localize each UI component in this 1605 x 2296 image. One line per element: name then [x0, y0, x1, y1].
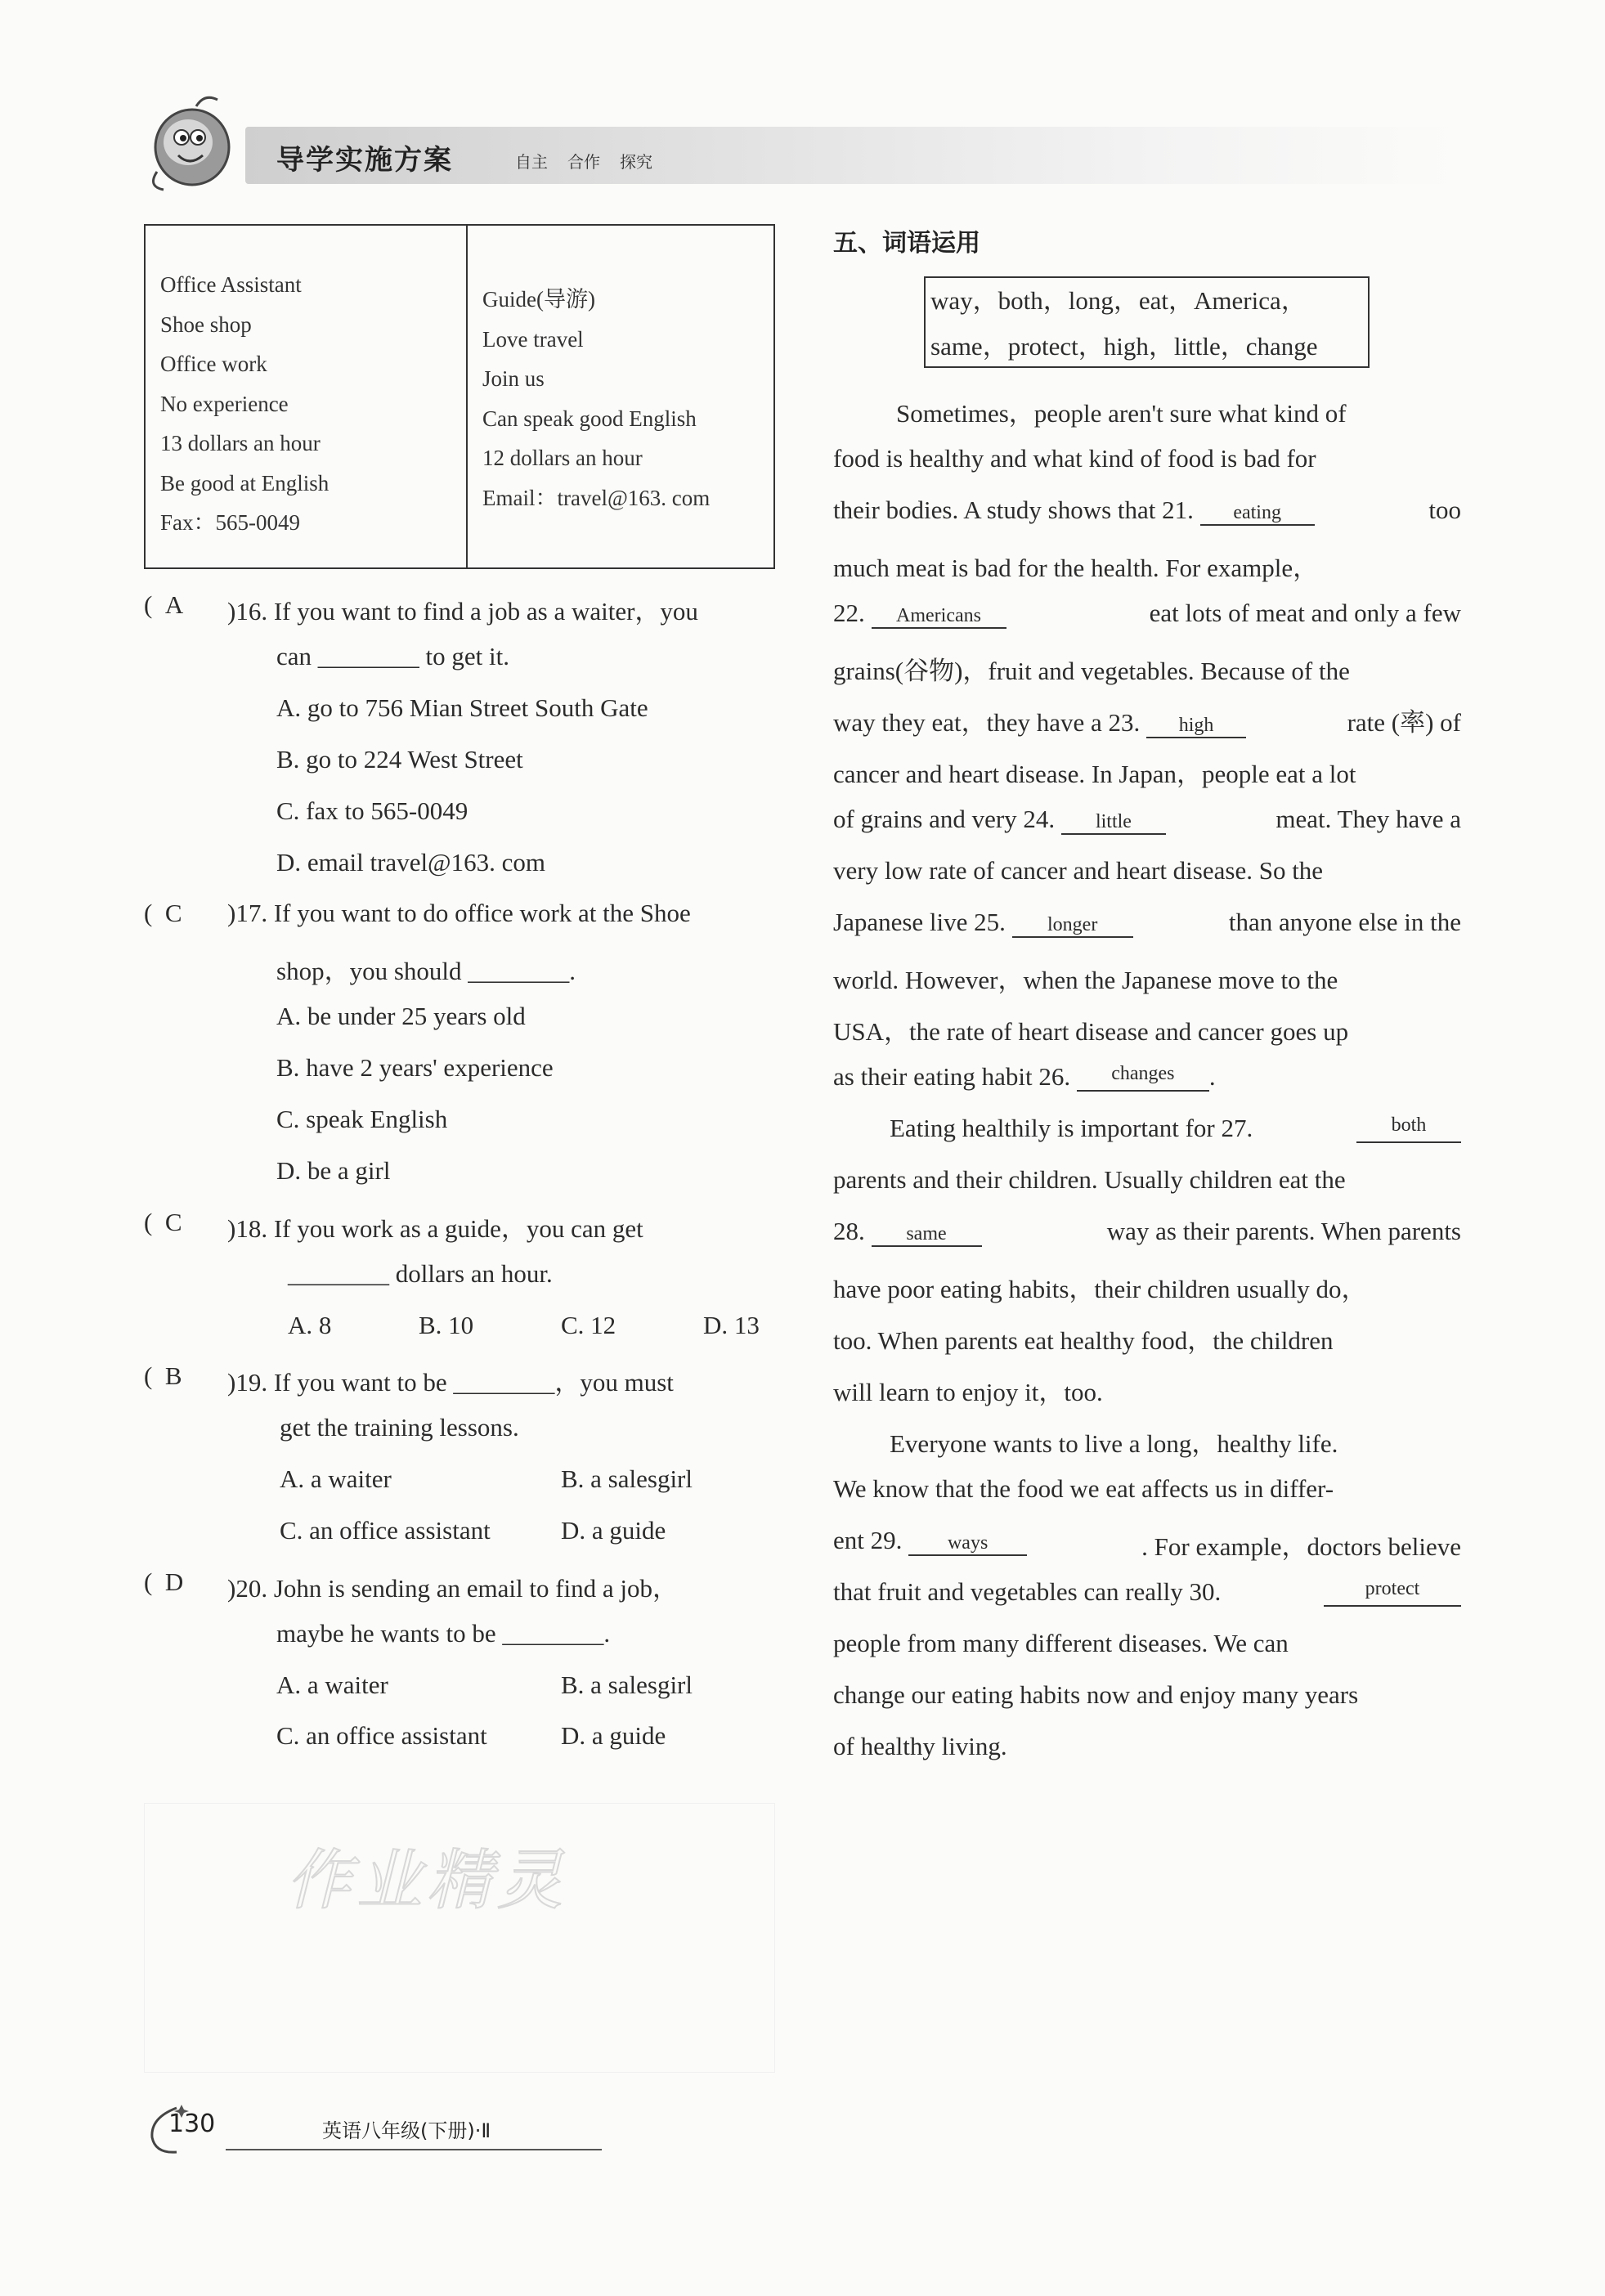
passage-line	[833, 1217, 1461, 1247]
passage-text: too. When parents eat healthy food，the children	[833, 1326, 1334, 1355]
word-bank	[924, 276, 1370, 368]
ad-right-line: Guide(导游)	[482, 287, 595, 312]
passage-line	[833, 702, 1461, 738]
question-text: )19. If you want to be ________，you must	[227, 1368, 674, 1397]
question-text: get the training lessons.	[280, 1413, 519, 1442]
passage-line	[833, 650, 1461, 687]
option: A. go to 756 Mian Street South Gate	[276, 693, 648, 722]
option: D. a guide	[561, 1721, 666, 1750]
answer-letter: C	[164, 1208, 182, 1236]
passage-line	[833, 805, 1461, 835]
passage-line	[833, 1680, 1461, 1710]
passage-text: way as their parents. When parents	[1106, 1217, 1461, 1245]
passage-text: . For example，doctors believe	[1141, 1532, 1461, 1561]
header-sub-3: 探究	[620, 152, 652, 172]
option: B. a salesgirl	[561, 1670, 693, 1699]
header-sub-2: 合作	[567, 152, 600, 172]
passage-line	[833, 959, 1461, 996]
passage-text: world. However，when the Japanese move to the	[833, 966, 1338, 994]
passage-text: than anyone else in the	[1228, 908, 1461, 936]
passage-line	[833, 599, 1461, 629]
passage-line	[833, 547, 1461, 584]
blank-30: protect	[1324, 1577, 1461, 1607]
passage-text: that fruit and vegetables can really 30.	[833, 1577, 1222, 1606]
ad-left-line: Office work	[160, 352, 267, 376]
passage-text: of healthy living.	[833, 1732, 1007, 1760]
ad-left-line: No experience	[160, 391, 289, 416]
ad-right-line: Email：travel@163. com	[482, 485, 711, 510]
question-text: maybe he wants to be ________.	[276, 1619, 611, 1648]
passage-line	[833, 1526, 1461, 1563]
passage-line	[833, 1011, 1461, 1047]
ad-right-line: Love travel	[482, 326, 584, 352]
question-text: shop，you should ________.	[276, 957, 576, 985]
option: A. 8	[288, 1311, 332, 1339]
passage-line	[890, 1423, 1461, 1460]
answer-bracket: ( C	[144, 899, 182, 927]
question-text: can ________ to get it.	[276, 642, 509, 670]
passage-line	[833, 496, 1461, 526]
question-text: )18. If you work as a guide，you can get	[227, 1214, 643, 1243]
passage-text: meat. They have a	[1275, 805, 1461, 833]
passage-text: their bodies. A study shows that 21.	[833, 496, 1194, 524]
passage-line	[833, 753, 1461, 790]
passage-text: Everyone wants to live a long，healthy life.	[890, 1429, 1338, 1458]
passage-line	[890, 1114, 1461, 1143]
question-text: )20. John is sending an email to find a job，	[227, 1574, 679, 1603]
passage-line	[833, 856, 1461, 886]
option: C. an office assistant	[280, 1516, 491, 1545]
blank-22: Americans	[872, 604, 1006, 629]
option: C. 12	[561, 1311, 616, 1339]
ad-right-line: 12 dollars an hour	[482, 446, 643, 470]
passage-text: grains(谷物)，fruit and vegetables. Because of the	[833, 657, 1350, 685]
option: A. a waiter	[280, 1464, 392, 1493]
passage-text: much meat is bad for the health. For example，	[833, 554, 1319, 582]
passage-line	[833, 908, 1461, 938]
footer-divider	[226, 2149, 602, 2150]
answer-letter: B	[164, 1361, 182, 1390]
option: C. an office assistant	[276, 1721, 487, 1750]
ad-left-line: Be good at English	[160, 470, 330, 496]
ad-right-line: Join us	[482, 366, 545, 391]
ad-left-line: 13 dollars an hour	[160, 431, 321, 455]
answer-letter: A	[164, 590, 184, 619]
passage-line	[833, 444, 1461, 473]
passage-text: Sometimes，people aren't sure what kind of	[896, 399, 1347, 428]
option: D. a guide	[561, 1516, 666, 1545]
passage-line	[833, 1371, 1461, 1408]
page-footer	[144, 2101, 602, 2159]
passage-text: cancer and heart disease. In Japan，people eat a lot	[833, 760, 1356, 788]
blank-28: same	[872, 1222, 982, 1247]
passage-line	[833, 1577, 1461, 1607]
passage-text: ent 29.	[833, 1526, 903, 1554]
answer-bracket: ( C	[144, 1208, 182, 1236]
passage-text: parents and their children. Usually children eat the	[833, 1165, 1346, 1194]
header-subtitle	[515, 149, 672, 173]
answer-bracket: ( A	[144, 590, 184, 619]
passage-text: rate (率) of	[1347, 708, 1461, 737]
ad-guide	[468, 226, 773, 567]
option: A. a waiter	[276, 1670, 388, 1699]
passage-text: Eating healthily is important for 27.	[890, 1114, 1253, 1142]
passage-text: way they eat，they have a 23.	[833, 708, 1141, 737]
blank-24: little	[1061, 810, 1166, 835]
question-text: )16. If you want to find a job as a waiter，you	[227, 597, 698, 626]
passage-text: 22.	[833, 599, 865, 627]
passage-text: as their eating habit 26.	[833, 1062, 1071, 1091]
option: C. speak English	[276, 1105, 448, 1133]
answer-bracket: ( D	[144, 1567, 184, 1596]
ad-left-line: Fax：565-0049	[160, 510, 300, 535]
mascot-icon	[139, 90, 245, 196]
ad-left-line: Office Assistant	[160, 272, 302, 297]
header-sub-1: 自主	[515, 152, 548, 172]
option: B. 10	[419, 1311, 474, 1339]
word-bank-line: same，protect，high，little，change	[930, 332, 1318, 361]
blank-21: eating	[1200, 501, 1315, 526]
passage-text: too	[1428, 496, 1461, 524]
question-text: )17. If you want to do office work at the Shoe	[227, 899, 691, 927]
passage-text: eat lots of meat and only a few	[1149, 599, 1461, 627]
passage-line	[833, 1165, 1461, 1195]
passage-text: people from many different diseases. We can	[833, 1629, 1289, 1657]
blank-26: changes	[1077, 1062, 1209, 1092]
header-title: 导学实施方案	[276, 144, 453, 177]
answer-letter: C	[164, 899, 182, 927]
blank-27: both	[1356, 1114, 1461, 1143]
option: A. be under 25 years old	[276, 1002, 526, 1030]
passage-text: of grains and very 24.	[833, 805, 1056, 833]
option: D. be a girl	[276, 1156, 391, 1185]
ad-office-assistant	[146, 226, 468, 567]
passage-line	[896, 392, 1461, 429]
job-ad-table	[144, 224, 775, 569]
page-header	[139, 90, 1464, 188]
passage-line	[833, 1474, 1461, 1504]
page-number: 130	[168, 2110, 216, 2138]
passage-text: We know that the food we eat affects us in differ-	[833, 1474, 1334, 1503]
answer-letter: D	[164, 1567, 184, 1596]
passage-line	[833, 1629, 1461, 1658]
passage-text: change our eating habits now and enjoy many years	[833, 1680, 1359, 1709]
passage-text: USA，the rate of heart disease and cancer goes up	[833, 1017, 1349, 1046]
answer-bracket: ( B	[144, 1361, 182, 1390]
passage-text: have poor eating habits，their children usually do，	[833, 1275, 1367, 1303]
passage-text: .	[1208, 1062, 1216, 1091]
ad-left-line: Shoe shop	[160, 312, 252, 337]
passage-text: will learn to enjoy it，too.	[833, 1378, 1103, 1406]
passage-line	[833, 1320, 1461, 1357]
word-bank-line: way，both，long，eat，America，	[930, 286, 1307, 315]
section-title: 五、词语运用	[833, 229, 980, 258]
option: B. a salesgirl	[561, 1464, 693, 1493]
passage-line	[833, 1732, 1461, 1761]
option: B. go to 224 West Street	[276, 745, 523, 774]
passage-text: 28.	[833, 1217, 865, 1245]
passage-line	[833, 1062, 1461, 1092]
option: B. have 2 years' experience	[276, 1053, 554, 1082]
option: C. fax to 565-0049	[276, 796, 468, 825]
passage-text: very low rate of cancer and heart disease. So the	[833, 856, 1324, 885]
blank-29: ways	[908, 1531, 1027, 1556]
watermark-text: 作业精灵	[286, 1842, 567, 1918]
blank-23: high	[1146, 714, 1246, 738]
question-text: ________ dollars an hour.	[288, 1259, 553, 1288]
passage-line	[833, 1268, 1461, 1305]
option: D. 13	[703, 1311, 760, 1339]
passage-text: Japanese live 25.	[833, 908, 1006, 936]
ad-right-line: Can speak good English	[482, 406, 697, 431]
footer-book-title: 英语八年级(下册)·Ⅱ	[322, 2119, 491, 2142]
blank-25: longer	[1012, 913, 1133, 938]
passage-text: food is healthy and what kind of food is bad for	[833, 444, 1316, 473]
option: D. email travel@163. com	[276, 848, 545, 877]
